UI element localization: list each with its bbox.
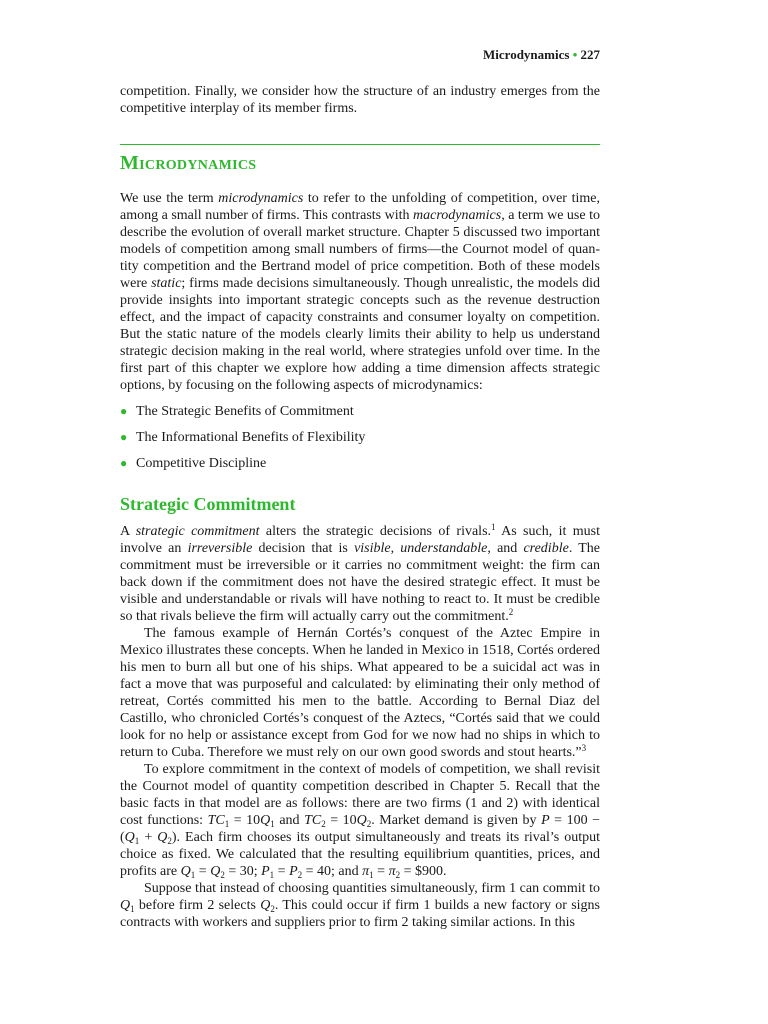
section-divider (120, 144, 600, 145)
subsection-heading: Strategic Commitment (120, 494, 296, 514)
footnote-marker: 2 (508, 607, 514, 617)
footnote-marker: 1 (491, 522, 496, 532)
list-item: ● The Informational Benefits of Flexibility (120, 430, 366, 445)
strategic-commitment-body (120, 523, 600, 931)
commitment-paragraph-4: Suppose that instead of choosing quantities simultaneously, firm 1 can commit to $Q_1$ before firm 2 selects $Q_2$. This could occur if firm 1 builds a new factory or signs contracts with workers and suppliers prior to firm 2 taking similar actions. In this (120, 881, 600, 930)
running-head-separator: • (572, 47, 578, 62)
aspects-list (120, 403, 600, 481)
bullet-icon: ● (120, 404, 128, 418)
running-head-title: Microdynamics (483, 47, 570, 62)
commitment-paragraph-3: To explore commitment in the context of models of competition, we shall revisit the Cournot model of quantity competition described in Chapter 5. Recall that the basic facts in that model are as follows: there are two firms (1 and 2) with identical cost functions: $TC_1 = 10Q_1$ and $TC_2 = 10Q_2$. Market demand is given by $P = 100 - (Q_1 + Q_2)$. Each firm chooses its output simultaneously and treats its rival’s output choice as fixed. We calculated that the resulting equilibrium quantities, prices, and profits are $Q_1 = Q_2 = 30$; $P_1 = P_2 = 40$; and $\pi_1 = \pi_2$ = $900. (120, 762, 601, 880)
microdynamics-paragraph: We use the term microdynamics to refer to the unfolding of competition, over time, among a small number of firms. This contrasts with macrodynamics, a term we use to describe the evolution of overall market structure. Chapter 5 discussed two important models of competition among small numbers of firms—the Cournot model of quantity competition and the Bertrand model of price competition. Both of these models were static; firms made decisions simultaneously. Though unrealistic, the models did provide insights into important strategic concepts such as the revenue destruction effect, and the impact of capacity constraints and consumer loyalty on competition. But the static nature of the models clearly limits their ability to help us understand strategic decision making in the real world, where strategies unfold over time. In the first part of this chapter we explore how adding a time dimension affects strategic options, by focusing on the following aspects of microdynamics: (120, 191, 600, 393)
commitment-paragraph-2: The famous example of Hernán Cortés’s conquest of the Aztec Empire in Mexico illustrates these concepts. When he landed in Mexico in 1518, Cortés ordered his men to burn all but one of his ships. What appeared to be a suicidal act was in fact a move that was purposeful and calculated: by eliminating their only method of retreat, Cortés committed his men to the battle. According to Bernal Diaz del Castillo, who chronicled Cortés’s conquest of the Aztecs, “Cortés said that we could look for no help or assistance except from God for we now had no ships in which to return to Cuba. Therefore we must rely on our own good swords and stout hearts.”$^3$ (120, 626, 600, 760)
commitment-paragraph-1: A strategic commitment alters the strategic decisions of rivals.$^1$ As such, it must involve an irreversible decision that is visible, understandable, and credible. The commitment must be irreversible or it carries no commitment weight: the firm can back down if the commitment does not have the desired strategic effect. It must be visible and understandable or rivals will have nothing to react to. It must be credible so that rivals believe the firm will actually carry out the commitment.$^2$ (120, 522, 600, 624)
list-item: ● Competitive Discipline (120, 456, 267, 471)
list-item: ● The Strategic Benefits of Commitment (120, 404, 354, 419)
page-number: 227 (580, 47, 600, 62)
term-macrodynamics: macrodynamics (413, 208, 502, 223)
term-microdynamics: microdynamics (218, 191, 304, 206)
running-head (483, 47, 600, 63)
intro-paragraph: competition. Finally, we consider how the structure of an industry emerges from the competitive interplay of its member firms. (120, 84, 600, 116)
section-heading: Microdynamics (120, 152, 257, 174)
term-static: static (151, 276, 182, 291)
bullet-icon: ● (120, 456, 128, 470)
footnote-marker: 3 (581, 743, 587, 753)
bullet-icon: ● (120, 430, 128, 444)
